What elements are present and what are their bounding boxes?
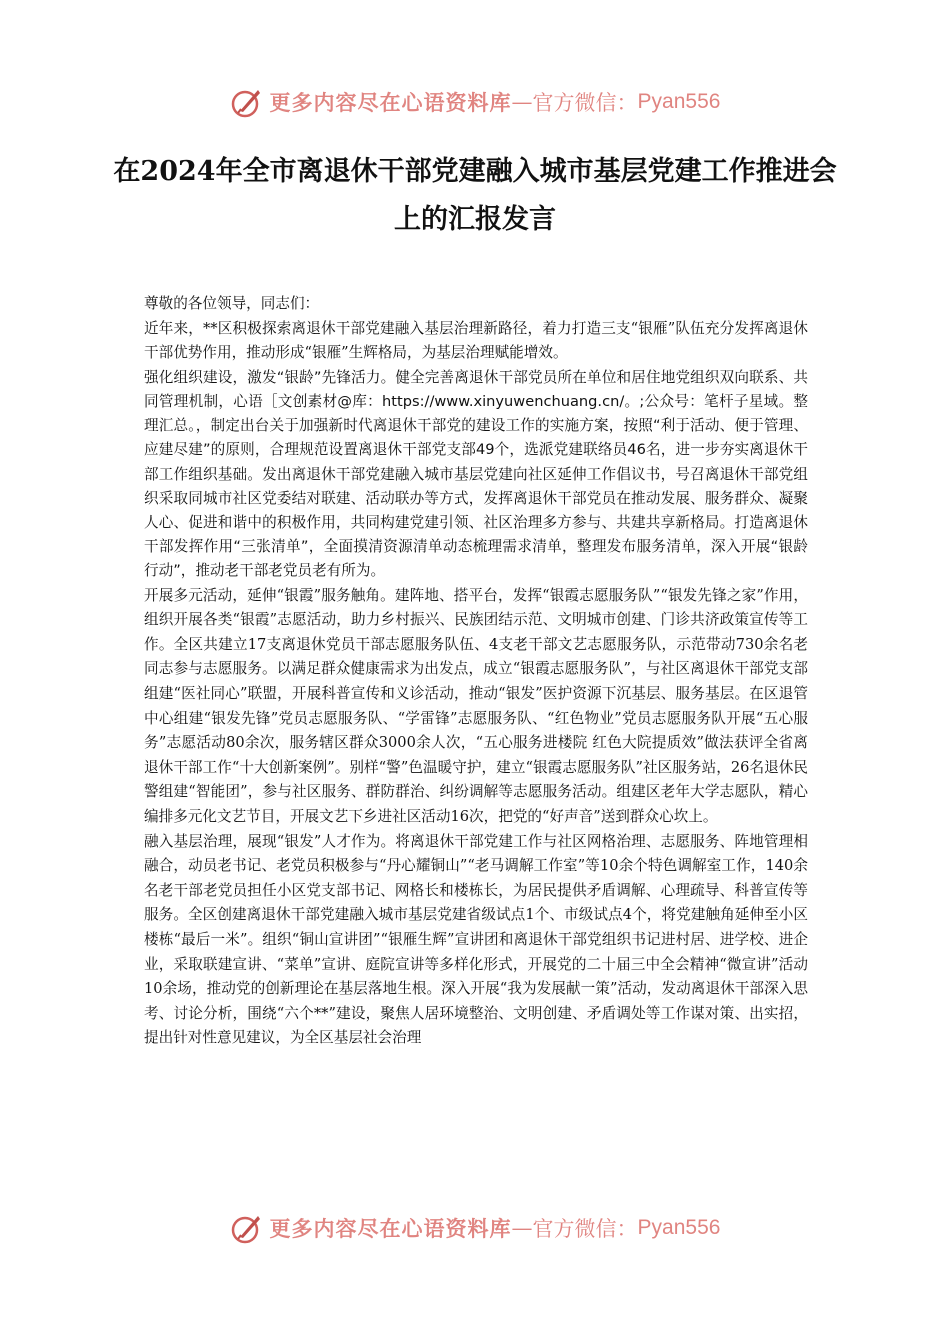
quill-logo-icon (230, 1211, 264, 1245)
banner-main-text: 更多内容尽在心语资料库 (269, 90, 512, 115)
banner-wechat-label: 官方微信： (532, 1217, 638, 1241)
paragraph-governance: 融入基层治理，展现“银发”人才作为。将离退休干部党建工作与社区网格治理、志愿服务、阵地管理相融合，动员老书记、老党员积极参与“丹心耀铜山”“老马调解工作室”等10余个特色调解室工作，140余名老干部老党员担任小区党支部书记、网格长和楼栋长，为居民提供矛盾调解、心理疏导、科普宣传等服务。全区创建离退休干部党建融入城市基层党建省级试点1个、市级试点4个，将党建触角延伸至小区楼栋“最后一米”。组织“铜山宣讲团”“银雁生辉”宣讲团和离退休干部党组织书记进村居、进学校、进企业，采取联建宣讲、“菜单”宣讲、庭院宣讲等多样化形式，开展党的二十届三中全会精神“微宣讲”活动10余场，推动党的创新理论在基层落地生根。深入开展“我为发展献一策”活动，发动离退休干部深入思考、讨论分析，围绕“六个**”建设，聚焦人居环境整治、文明创建、矛盾调处等工作谋对策、出实招，提出针对性意见建议，为全区基层社会治理 (144, 832, 808, 1047)
banner-wechat-label: 官方微信： (532, 91, 638, 115)
banner-main-text: 更多内容尽在心语资料库 (269, 1216, 512, 1241)
intro-paragraph: 近年来，**区积极探索离退休干部党建融入基层治理新路径，着力打造三支“银雁”队伍充分发挥离退休干部优势作用，推动形成“银雁”生辉格局，为基层治理赋能增效。 (144, 319, 808, 362)
document-title: 在2024年全市离退休干部党建融入城市基层党建工作推进会上的汇报发言 (113, 156, 837, 235)
banner-separator: — (511, 90, 533, 114)
document-body (144, 292, 808, 1051)
header-banner (0, 80, 950, 124)
banner-wechat-id: Pyan556 (637, 90, 721, 113)
footer-banner (0, 1206, 950, 1250)
banner-wechat-id: Pyan556 (637, 1216, 721, 1239)
banner-separator: — (511, 1216, 533, 1240)
salutation: 尊敬的各位领导，同志们： (144, 295, 320, 312)
paragraph-organization: 强化组织建设，激发“银龄”先锋活力。健全完善离退休干部党员所在单位和居住地党组织双向联系、共同管理机制，心语［文创素材@库：https://www.xinyuwenchuang.cn/。;公众号：笔杆子星域。整理汇总。，制定出台关于加强新时代离退休干部党的建设工作的实施方案，按照“利于活动、便于管理、应建尽建”的原则，合理规范设置离退休干部党支部49个，选派党建联络员46名，进一步夯实离退休干部工作组织基础。发出离退休干部党建融入城市基层党建向社区延伸工作倡议书，号召离退休干部党组织采取同城市社区党委结对联建、活动联办等方式，发挥离退休干部党员在推动发展、服务群众、凝聚人心、促进和谐中的积极作用，共同构建党建引领、社区治理多方参与、共建共享新格局。打造离退休干部发挥作用“三张清单”，全面摸清资源清单动态梳理需求清单，整理发布服务清单，深入开展“银龄行动”，推动老干部老党员老有所为。 (144, 368, 808, 580)
paragraph-activities: 开展多元活动，延伸“银霞”服务触角。建阵地、搭平台，发挥“银霞志愿服务队”“银发先锋之家”作用，组织开展各类“银霞”志愿活动，助力乡村振兴、民族团结示范、文明城市创建、门诊共济政策宣传等工作。全区共建立17支离退休党员干部志愿服务队伍、4支老干部文艺志愿服务队，示范带动730余名老同志参与志愿服务。以满足群众健康需求为出发点，成立“银霞志愿服务队”，与社区离退休干部党支部组建“医社同心”联盟，开展科普宣传和义诊活动，推动“银发”医护资源下沉基层、服务基层。在区退管中心组建“银发先锋”党员志愿服务队、“学雷锋”志愿服务队、“红色物业”党员志愿服务队开展“五心服务”志愿活动80余次，服务辖区群众3000余人次，“五心服务进楼院 红色大院提质效”做法获评全省离退休干部工作“十大创新案例”。别样“警”色温暖守护，建立“银霞志愿服务队”社区服务站，26名退休民警组建“智能团”，参与社区服务、群防群治、纠纷调解等志愿服务活动。组建区老年大学志愿队，精心编排多元化文艺节目，开展文艺下乡进社区活动16次，把党的“好声音”送到群众心坎上。 (144, 586, 808, 825)
quill-logo-icon (230, 85, 264, 119)
